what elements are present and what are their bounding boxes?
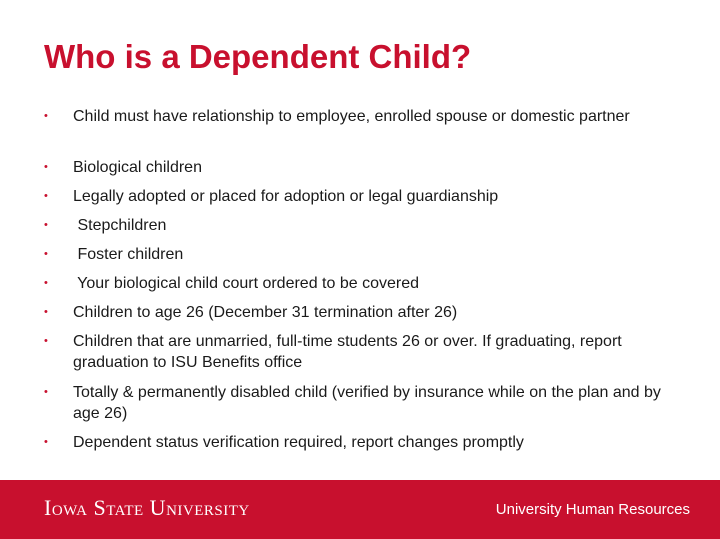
list-item <box>44 382 684 424</box>
bullet-text: Your biological child court ordered to be covered <box>73 275 419 292</box>
university-wordmark: Iowa State University <box>44 495 250 520</box>
bullet-marker: • <box>44 335 48 347</box>
list-item <box>44 244 684 265</box>
bullet-text: Stepchildren <box>73 217 167 234</box>
bullet-text: Children to age 26 (December 31 termination after 26) <box>73 304 458 321</box>
bullet-marker: • <box>44 190 48 202</box>
bullet-text: Biological children <box>73 159 202 176</box>
department-name: University Human Resources <box>495 501 690 518</box>
list-item <box>44 273 684 294</box>
footer-bar <box>0 480 720 539</box>
list-item <box>44 157 684 178</box>
bullet-marker: • <box>44 248 48 260</box>
bullet-text: Totally & permanently disabled child (verified by insurance while on the plan and by age 26) <box>73 384 661 422</box>
list-item <box>44 186 684 207</box>
bullet-text: Legally adopted or placed for adoption or legal guardianship <box>73 188 499 205</box>
bullet-marker: • <box>44 436 48 448</box>
list-item <box>44 106 684 127</box>
bullet-marker: • <box>44 386 48 398</box>
list-item <box>44 215 684 236</box>
bullet-marker: • <box>44 161 48 173</box>
bullet-marker: • <box>44 219 48 231</box>
bullet-text: Child must have relationship to employee, enrolled spouse or domestic partner <box>73 108 630 125</box>
list-item <box>44 331 684 373</box>
bullet-marker: • <box>44 306 48 318</box>
bullet-marker: • <box>44 277 48 289</box>
bullet-text: Foster children <box>73 246 184 263</box>
bullet-text: Dependent status verification required, report changes promptly <box>73 434 524 451</box>
bullet-marker: • <box>44 110 48 122</box>
bullet-text: Children that are unmarried, full-time students 26 or over. If graduating, report graduation to ISU Benefits office <box>73 333 622 371</box>
slide-title: Who is a Dependent Child? <box>44 38 472 75</box>
list-item <box>44 302 684 323</box>
list-item <box>44 432 684 453</box>
